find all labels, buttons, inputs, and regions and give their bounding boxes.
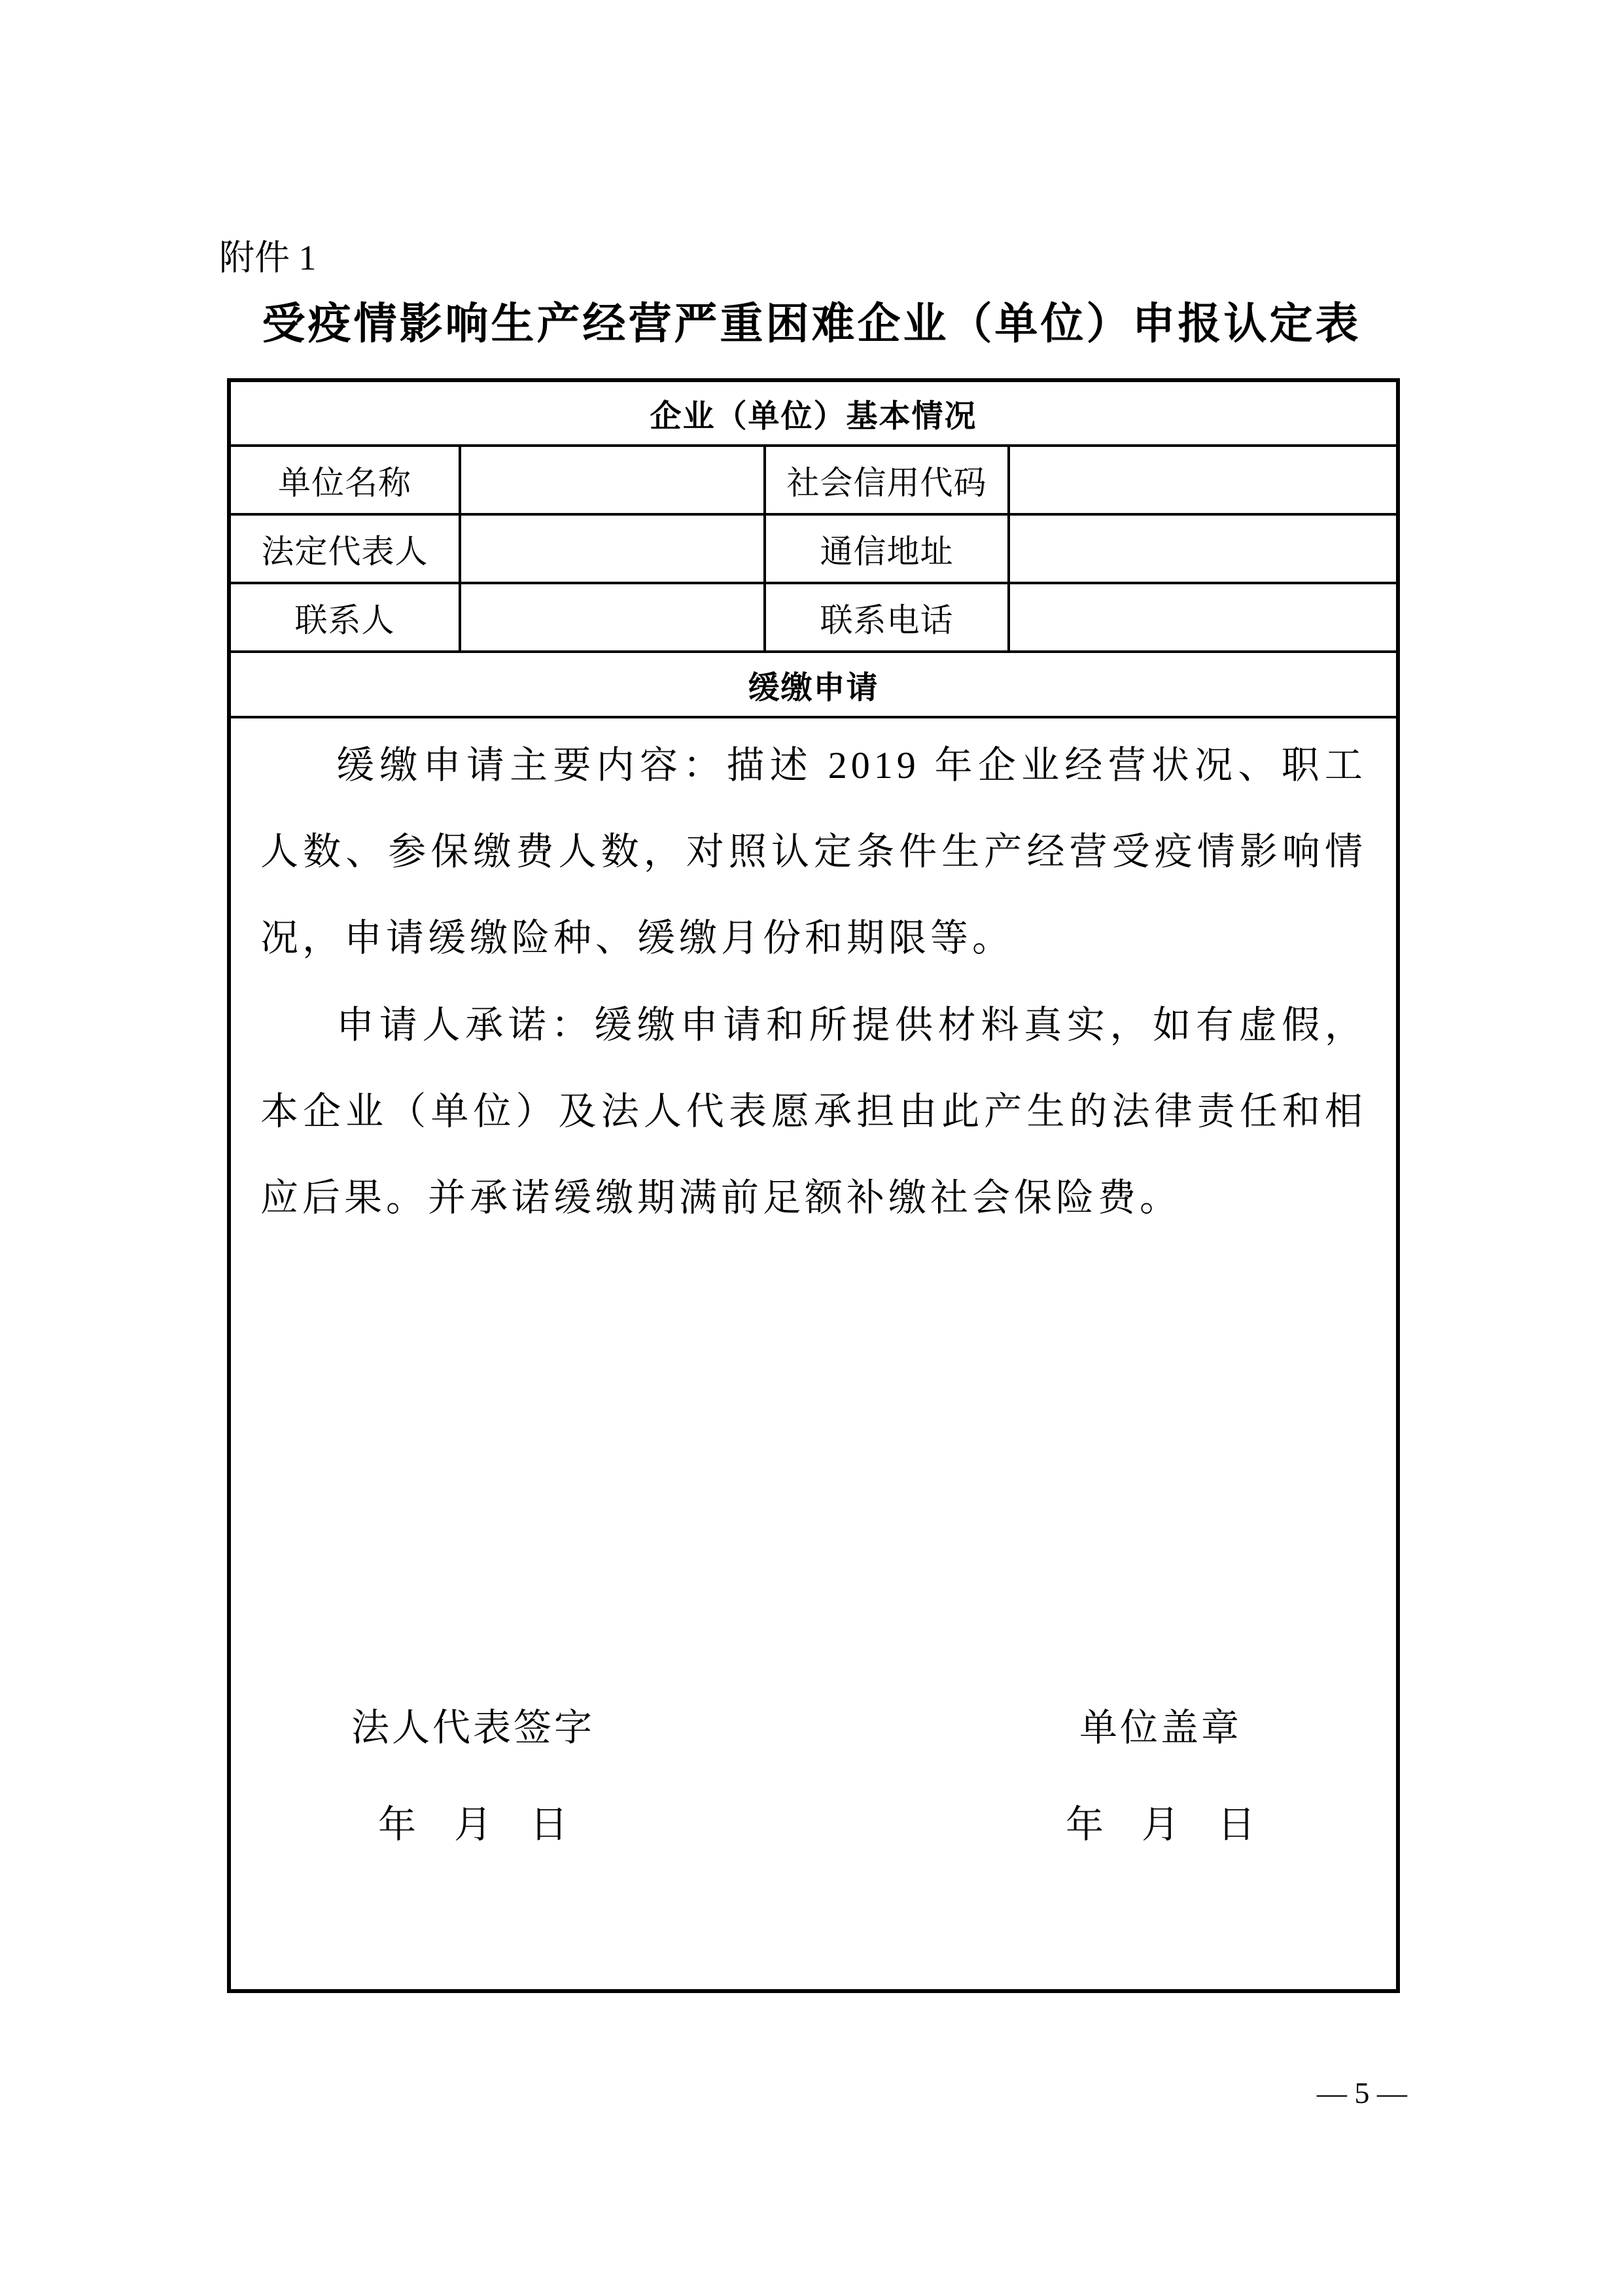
basic-info-header-row (229, 380, 1398, 446)
application-content-row (229, 717, 1398, 1991)
credit-code-label: 社会信用代码 (765, 446, 1009, 514)
legal-rep-signature-label: 法人代表签字 (351, 1706, 595, 1749)
unit-seal-label: 单位盖章 (1079, 1706, 1242, 1749)
contact-phone-value (1009, 583, 1398, 652)
applicant-commitment-paragraph: 申请人承诺：缓缴申请和所提供材料真实，如有虚假，本企业（单位）及法人代表愿承担由此产生的法律责任和相应后果。并承诺缓缴期满前足额补缴社会保险费。 (260, 1003, 1367, 1220)
page-number: — 5 — (1317, 2076, 1407, 2110)
attachment-label: 附件 1 (219, 238, 317, 277)
application-header-row (229, 652, 1398, 717)
application-form-table (227, 378, 1400, 1993)
mailing-address-label: 通信地址 (765, 514, 1009, 583)
credit-code-value (1009, 446, 1398, 514)
unit-name-value (460, 446, 765, 514)
contact-person-value (460, 583, 765, 652)
mailing-address-value (1009, 514, 1398, 583)
legal-representative-label: 法定代表人 (229, 514, 460, 583)
signature-date-line-left: 年 月 日 (377, 1803, 568, 1846)
contact-phone-label: 联系电话 (765, 583, 1009, 652)
application-content-cell (229, 717, 1398, 1991)
unit-name-label: 单位名称 (229, 446, 460, 514)
table-row (229, 514, 1398, 583)
legal-representative-value (460, 514, 765, 583)
basic-info-header: 企业（单位）基本情况 (229, 380, 1398, 446)
table-row (229, 583, 1398, 652)
signature-date-line-right: 年 月 日 (1066, 1803, 1256, 1846)
contact-person-label: 联系人 (229, 583, 460, 652)
table-row (229, 446, 1398, 514)
legal-rep-signature-block (336, 1697, 610, 1848)
unit-seal-block (1023, 1697, 1298, 1848)
deferred-payment-application-header: 缓缴申请 (229, 652, 1398, 717)
page-title: 受疫情影响生产经营严重困难企业（单位）申报认定表 (262, 299, 1361, 347)
application-main-content-paragraph: 缓缴申请主要内容：描述 2019 年企业经营状况、职工人数、参保缴费人数，对照认定条件生产经营受疫情影响情况，申请缓缴险种、缓缴月份和期限等。 (260, 744, 1367, 960)
